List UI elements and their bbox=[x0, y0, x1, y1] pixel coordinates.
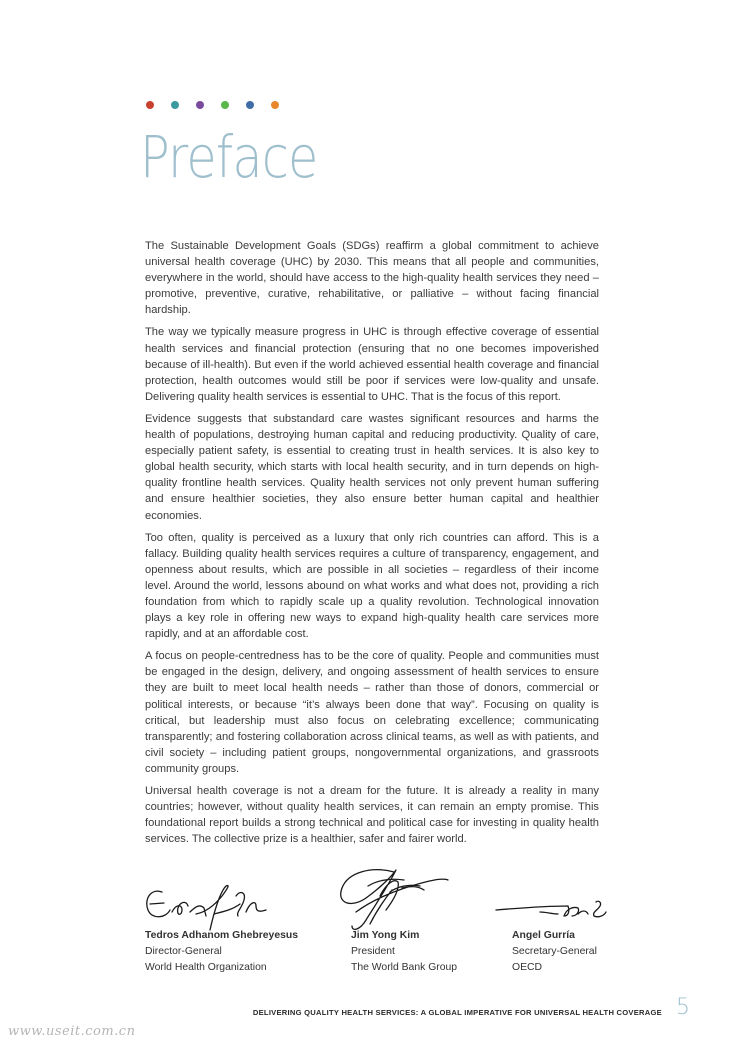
signatory-org: OECD bbox=[512, 962, 543, 973]
page-number: 5 bbox=[676, 995, 690, 1020]
signatory-role: Secretary-General bbox=[512, 946, 597, 957]
signatory-name: Tedros Adhanom Ghebreyesus bbox=[145, 930, 299, 941]
paragraph: Too often, quality is perceived as a luxury that only rich countries can afford. This is a fallacy. Building quality health services requires a culture of transparency, engagement, and openness about results, which are possible in all societies – regardless of their income level. Around the world, lessons abound on what works and what does not, providing a rich foundation from which to rapidly scale up a quality revolution. Technological innovation plays a key role in offering new ways to expand high-quality health care services more rapidly, and at an affordable cost. bbox=[145, 531, 599, 641]
paragraph: The Sustainable Development Goals (SDGs) reaffirm a global commitment to achieve universal health coverage (UHC) by 2030. This means that all people and communities, everywhere in the world, should have access to the high-quality health services they need – promotive, preventive, curative, rehabilitative, or palliative – without facing financial hardship. bbox=[145, 240, 599, 317]
signatory-name: Angel Gurría bbox=[512, 930, 575, 941]
signatory-role: Director-General bbox=[145, 946, 222, 957]
signatory-tedros bbox=[145, 928, 298, 976]
signatory-role: President bbox=[351, 946, 395, 957]
signature-tedros bbox=[147, 885, 266, 930]
signatory-name: Jim Yong Kim bbox=[351, 930, 420, 941]
signatory-gurria bbox=[512, 928, 597, 976]
signature-kim bbox=[341, 870, 448, 930]
running-footer-title: DELIVERING QUALITY HEALTH SERVICES: A GLOBAL IMPERATIVE FOR UNIVERSAL HEALTH COVERAGE bbox=[252, 1008, 662, 1017]
signatory-org: World Health Organization bbox=[145, 962, 267, 973]
signatory-kim bbox=[351, 928, 457, 976]
watermark-text: www.useit.com.cn bbox=[8, 1024, 136, 1039]
paragraph: The way we typically measure progress in UHC is through effective coverage of essential health services and financial protection (ensuring that no one becomes impoverished because of ill-health). But even if the world achieved essential health coverage and financial protection, health outcomes would still be poor if services were low-quality and unsafe. Delivering quality health services is essential to UHC. That is the focus of this report. bbox=[145, 326, 599, 403]
paragraph: A focus on people-centredness has to be the core of quality. People and communities must be engaged in the design, delivery, and ongoing assessment of health services to ensure they are built to meet local health needs – rather than those of donors, commercial or political interests, or because “it’s always been done that way”. Focusing on quality is critical, but leadership must also focus on celebrating excellence; communicating transparently; and fostering collaboration across clinical teams, as well as with patients, and civil society – including patient groups, nongovernmental organizations, and grassroots community groups. bbox=[145, 650, 599, 775]
paragraph: Evidence suggests that substandard care wastes significant resources and harms the health of populations, destroying human capital and reducing productivity. Quality of care, especially patient safety, is essential to creating trust in health services. It is also key to global health security, which starts with local health security, and in turn depends on high-quality frontline health services. Quality health services not only prevent human suffering and ensure healthier societies, they also ensure better human capital and healthier economies. bbox=[145, 412, 599, 522]
page-title: Preface bbox=[140, 123, 318, 191]
signatory-org: The World Bank Group bbox=[351, 962, 458, 973]
signature-gurria bbox=[496, 901, 606, 917]
paragraph: Universal health coverage is not a dream for the future. It is already a reality in many countries; however, without quality health services, it can remain an empty promise. This foundational report builds a strong technical and political case for investing in quality health services. The collective prize is a healthier, safer and fairer world. bbox=[145, 785, 599, 846]
